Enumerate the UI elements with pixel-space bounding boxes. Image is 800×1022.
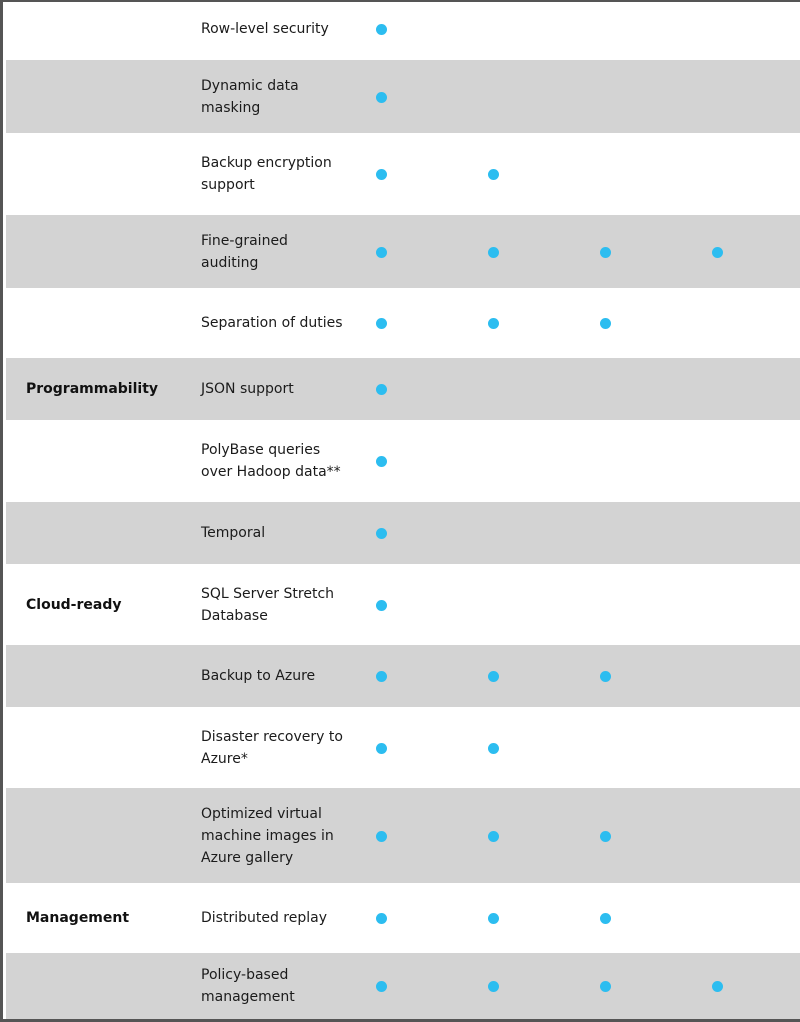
feature-label: Fine-grained auditing [201, 232, 288, 271]
feature-label: PolyBase queries over Hadoop data** [201, 441, 341, 480]
support-dot-icon [376, 831, 387, 842]
support-dot-icon [712, 247, 723, 258]
support-dot-icon [376, 169, 387, 180]
table-row [6, 2, 800, 56]
feature-label: SQL Server Stretch Database [201, 585, 335, 624]
support-dot-icon [600, 247, 611, 258]
table-row [6, 887, 800, 949]
support-dot-icon [600, 981, 611, 992]
table-row [6, 502, 800, 564]
support-dot-icon [488, 831, 499, 842]
support-dot-icon [376, 318, 387, 329]
table-row [6, 137, 800, 210]
feature-label: Distributed replay [201, 910, 327, 926]
feature-label: Optimized virtual machine images in Azure gallery [201, 805, 334, 866]
table-row [6, 711, 800, 784]
table-row [6, 424, 800, 497]
support-dot-icon [376, 92, 387, 103]
support-dot-icon [376, 671, 387, 682]
table-row [6, 292, 800, 354]
feature-label: Separation of duties [201, 315, 343, 331]
support-dot-icon [376, 600, 387, 611]
support-dot-icon [376, 743, 387, 754]
support-dot-icon [376, 913, 387, 924]
table-row [6, 60, 800, 133]
support-dot-icon [600, 913, 611, 924]
table-row [6, 645, 800, 707]
support-dot-icon [488, 318, 499, 329]
feature-label: Backup encryption support [201, 154, 332, 193]
support-dot-icon [600, 318, 611, 329]
category-label: Cloud-ready [26, 596, 122, 613]
support-dot-icon [488, 671, 499, 682]
support-dot-icon [376, 528, 387, 539]
support-dot-icon [376, 247, 387, 258]
support-dot-icon [488, 913, 499, 924]
feature-label: Row-level security [201, 21, 329, 37]
category-label: Management [26, 910, 130, 926]
support-dot-icon [712, 981, 723, 992]
support-dot-icon [376, 456, 387, 467]
feature-label: Backup to Azure [201, 668, 316, 684]
support-dot-icon [488, 247, 499, 258]
category-label: Programmability [26, 381, 159, 397]
feature-label: JSON support [201, 381, 294, 397]
table-row [6, 788, 800, 883]
feature-label: Policy-based management [201, 967, 295, 1005]
table-row [6, 953, 800, 1019]
support-dot-icon [600, 831, 611, 842]
support-dot-icon [376, 24, 387, 35]
support-dot-icon [488, 169, 499, 180]
support-dot-icon [488, 981, 499, 992]
support-dot-icon [600, 671, 611, 682]
support-dot-icon [376, 384, 387, 395]
feature-label: Disaster recovery to Azure* [201, 728, 343, 767]
table-row [6, 358, 800, 420]
feature-label: Temporal [201, 525, 266, 541]
table-row [6, 568, 800, 641]
support-dot-icon [488, 743, 499, 754]
table-row [6, 215, 800, 288]
support-dot-icon [376, 981, 387, 992]
feature-label: Dynamic data masking [201, 77, 299, 116]
